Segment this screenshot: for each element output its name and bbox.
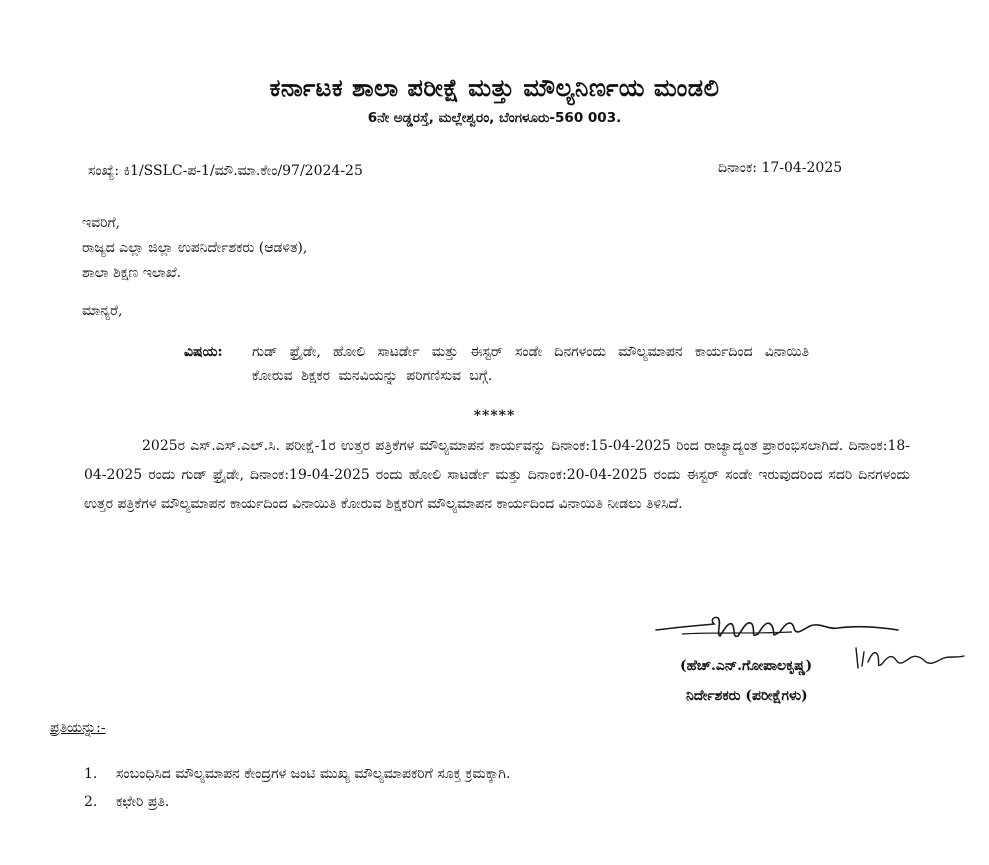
subject-label: ವಿಷಯ: bbox=[184, 344, 223, 360]
separator: ***** bbox=[473, 408, 516, 424]
body-paragraph: 2025ರ ಎಸ್.ಎಸ್.ಎಲ್.ಸಿ. ಪರೀಕ್ಷೆ-1ರ ಉತ್ತರ ಪತ್ರಿಕೆಗಳ ಮೌಲ್ಯಮಾಪನ ಕಾರ್ಯವನ್ನು ದಿನಾಂಕ:15-04-2025 ರಿಂದ ರಾಜ್ಯಾದ್ಯಂತ ಪ್ರಾರಂಭಿಸಲಾಗಿದೆ. ದಿನಾಂಕ:18-04-2025 ರಂದು ಗುಡ್ ಫ್ರೈಡೇ, ದಿನಾಂಕ:19-04-2025 ರಂದು ಹೋಲಿ ಸಾಟರ್ಡೇ ಮತ್ತು ದಿನಾಂಕ:20-04-2025 ರಂದು ಈಸ್ಟರ್ ಸಂಡೇ ಇರುವುದರಿಂದ ಸದರಿ ದಿನಗಳಂದು ಉತ್ತರ ಪತ್ರಿಕೆಗಳ ಮೌಲ್ಯಮಾಪನ ಕಾರ್ಯದಿಂದ ವಿನಾಯಿತಿ ಕೋರುವ ಶಿಕ್ಷಕರಿಗೆ ಮೌಲ್ಯಮಾಪನ ಕಾರ್ಯದಿಂದ ವಿನಾಯಿತಿ ನೀಡಲು ತಿಳಿಸಿದೆ. bbox=[84, 438, 910, 512]
list-item-text: ಸಂಬಂಧಿಸಿದ ಮೌಲ್ಯಮಾಪನ ಕೇಂದ್ರಗಳ ಜಂಟಿ ಮುಖ್ಯ ಮೌಲ್ಯಮಾಪಕರಿಗೆ ಸೂಕ್ತ ಕ್ರಮಕ್ಕಾಗಿ. bbox=[116, 766, 511, 782]
signatory-name: (ಹೆಚ್.ಎನ್.ಗೋಪಾಲಕೃಷ್ಣ) bbox=[680, 658, 813, 674]
list-item bbox=[84, 788, 510, 816]
signatory-designation: ನಿರ್ದೇಶಕರು (ಪರೀಕ್ಷೆಗಳು) bbox=[686, 688, 808, 704]
recipient-block bbox=[82, 211, 307, 286]
copy-to-label: ಪ್ರತಿಯನ್ನು:- bbox=[50, 720, 106, 736]
salutation: ಮಾನ್ಯರೆ, bbox=[82, 303, 123, 319]
copy-to-list bbox=[84, 760, 510, 816]
reference-number: ಸಂಖ್ಯೆ: ಕಿ1/SSLC-ಪ-1/ಮೌ.ಮಾ.ಕೇಂ/97/2024-25 bbox=[88, 163, 363, 179]
recipient-line: ರಾಜ್ಯದ ಎಲ್ಲಾ ಜಿಲ್ಲಾ ಉಪನಿರ್ದೇಶಕರು (ಆಡಳಿತ), bbox=[82, 240, 308, 256]
list-item-number: 1. bbox=[84, 766, 98, 782]
recipient-line: ಇವರಿಗೆ, bbox=[82, 215, 121, 231]
organization-address: 6ನೇ ಅಡ್ಡರಸ್ತೆ, ಮಲ್ಲೇಶ್ವರಂ, ಬೆಂಗಳೂರು-560 003. bbox=[367, 110, 622, 126]
subject-block bbox=[184, 340, 809, 388]
list-item-text: ಕಛೇರಿ ಪ್ರತಿ. bbox=[116, 794, 170, 810]
organization-title: ಕರ್ನಾಟಕ ಶಾಲಾ ಪರೀಕ್ಷೆ ಮತ್ತು ಮೌಲ್ಯನಿರ್ಣಯ ಮಂಡಲಿ bbox=[269, 74, 720, 102]
recipient-line: ಶಾಲಾ ಶಿಕ್ಷಣ ಇಲಾಖೆ. bbox=[82, 265, 182, 281]
letter-date: ದಿನಾಂಕ: 17-04-2025 bbox=[718, 160, 843, 176]
subject-text: ಗುಡ್ ಫ್ರೈಡೇ, ಹೋಲಿ ಸಾಟರ್ಡೇ ಮತ್ತು ಈಸ್ಟರ್ ಸಂಡೇ ದಿನಗಳಂದು ಮೌಲ್ಯಮಾಪನ ಕಾರ್ಯದಿಂದ ವಿನಾಯಿತಿ ಕೋರುವ ಶಿಕ್ಷಕರ ಮನವಿಯನ್ನು ಪರಿಗಣಿಸುವ ಬಗ್ಗೆ. bbox=[252, 344, 809, 384]
signature-date-scribble-icon bbox=[852, 642, 972, 678]
list-item bbox=[84, 760, 510, 788]
list-item-number: 2. bbox=[84, 794, 98, 810]
